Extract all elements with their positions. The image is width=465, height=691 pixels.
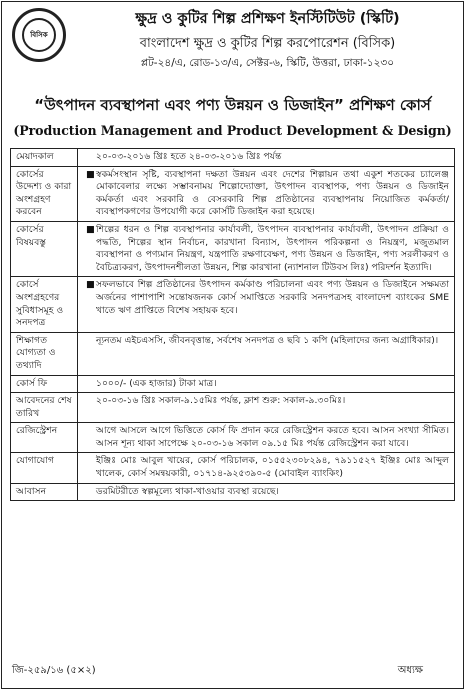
bullet-square-icon — [86, 455, 96, 480]
bullet-square-icon: ■ — [86, 168, 95, 180]
row-label: কোর্স ফি — [11, 375, 78, 393]
row-label: রেজিস্ট্রেশন — [11, 423, 78, 453]
row-value: আগে আসলে আগে ভিত্তিতে কোর্স ফি প্রদান করে রেজিস্ট্রেশন করতে হবে। আসন সংখ্যা সীমিত। আসন শূন্য থাকা সাপেক্ষে ২০-০৩-১৬ সকাল ০৯.১৫ মিঃ পর্যন্ত রেজিস্ট্রেশন করা যাবে। — [96, 425, 449, 449]
course-info-table — [10, 148, 455, 501]
info-row — [11, 277, 455, 332]
bullet-square-icon — [86, 486, 96, 499]
course-title-bangla: “উৎপাদন ব্যবস্থাপনা এবং পণ্য উন্নয়ন ও ডিজাইন” প্রশিক্ষণ কোর্স — [34, 96, 431, 114]
info-row — [11, 149, 455, 167]
header — [2, 2, 463, 90]
bullet-square-icon — [86, 335, 96, 348]
info-row — [11, 393, 455, 423]
row-value: স্বকর্মসংস্থান সৃষ্টি, ব্যবস্থাপনা দক্ষতা উন্নয়ন এবং দেশের শিল্পায়ন তথা একুশ শতকের চ্যালেঞ্জ মোকাবেলার লক্ষ্যে সম্ভাবনাময় শিল্পোদ্যোক্তা, উৎপাদন ব্যবস্থাপক, পণ্য উন্নয়ন ও ডিজাইন কর্মকর্তা এবং সরকারি ও বেসরকারি শিল্প প্রতিষ্ঠানের ব্যবস্থাপনায় নিয়োজিত কর্মকর্তা/ব্যবস্থাপকগণের উপযোগী করে কোর্সটি ডিজাইন করা হয়েছে। — [96, 168, 449, 218]
reference-number: জি-২৫৯/১৬ (৫×২) — [12, 665, 96, 676]
bullet-square-icon — [86, 395, 96, 408]
info-row — [11, 423, 455, 453]
info-row — [11, 453, 455, 483]
bullet-square-icon — [86, 425, 96, 450]
logo-emblem — [22, 18, 56, 52]
row-label: কোর্সের বিষয়বস্তু — [11, 221, 78, 276]
row-value-cell — [78, 277, 455, 332]
row-label: মেয়াদকাল — [11, 149, 78, 167]
row-value-cell — [78, 166, 455, 221]
row-value-cell — [78, 393, 455, 423]
signatory: অধ্যক্ষ — [397, 665, 423, 676]
info-row — [11, 483, 455, 501]
bullet-square-icon — [86, 378, 96, 391]
bullet-square-icon — [86, 151, 96, 164]
row-value: ন্যূনতম এইচএসসি, জীবনবৃত্তান্ত, সর্বশেষ সনদপত্র ও ছবি ১ কপি (মহিলাদের জন্য অগ্রাধিকার)। — [96, 334, 439, 346]
footer — [12, 663, 423, 680]
bullet-square-icon: ■ — [86, 279, 95, 291]
row-label: কোর্সের উদ্দেশ্য ও কারা অংশগ্রহণ করবেন — [11, 166, 78, 221]
info-row — [11, 221, 455, 276]
row-value: ২০-০৩-২০১৬ খ্রিঃ হতে ২৪-০৩-২০১৬ খ্রিঃ পর্যন্ত — [96, 151, 282, 162]
row-value: ১০০০/- (এক হাজার) টাকা মাত্র। — [96, 377, 217, 389]
row-value-cell — [78, 483, 455, 501]
logo-text: বিসিক — [30, 31, 48, 39]
organization-logo — [12, 8, 66, 62]
row-label: শিক্ষাগত যোগ্যতা ও তথ্যাদি — [11, 332, 78, 375]
info-row — [11, 375, 455, 393]
row-value: ২০-০৩-১৬ খ্রিঃ সকাল-৯.১৫মিঃ পর্যন্ত, ক্লাশ শুরু: সকাল-৯.৩০মিঃ। — [96, 395, 346, 407]
row-value: সফলভাবে শিল্প প্রতিষ্ঠানের উৎপাদন কর্মকাণ্ড পরিচালনা এবং পণ্য উন্নয়ন ও ডিজাইনে সক্ষমতা অর্জনের পাশাপাশি সন্তোষজনক কোর্স সমাপ্তিতে সরকারি সনদপত্রসহ বাংলাদেশ ব্যাংকের SME খাতে ঋণ প্রাপ্তিতে বিশেষ সহায়ক হবে। — [96, 279, 449, 316]
row-value-cell — [78, 221, 455, 276]
info-row — [11, 332, 455, 375]
advertisement-page — [1, 1, 464, 689]
row-value: ডরমিটরীতে স্বল্পমূল্যে থাকা-খাওয়ার ব্যবস্থা রয়েছে। — [96, 485, 279, 497]
row-value-cell — [78, 423, 455, 453]
row-label: কোর্সে অংশগ্রহণের সুবিধাসমূহ ও সনদপত্র — [11, 277, 78, 332]
org-address: প্লট-২৪/এ, রোড-১৩/এ, সেক্টর-৬, স্কিটি, উত্তরা, ঢাকা-১২৩০ — [140, 57, 395, 69]
row-value-cell — [78, 375, 455, 393]
bullet-square-icon: ■ — [86, 223, 95, 235]
row-label: আবাসন — [11, 483, 78, 501]
info-row — [11, 166, 455, 221]
row-value: শিল্পের ধরন ও শিল্প ব্যবস্থাপনার কার্যাবলী, উৎপাদন ব্যবস্থাপনার কার্যাবলী, উৎপাদন প্রক্রিয়া ও পদ্ধতি, শিল্পের স্থান নির্বাচন, কারখানা বিন্যাস, উৎপাদন পরিকল্পনা ও নিয়ন্ত্রণ, মজুতমাল ব্যবস্থাপনা ও পণ্যমান নিয়ন্ত্রণ, যন্ত্রপাতি রক্ষণাবেক্ষণ, পণ্য উন্নয়ন ও ডিজাইন, পণ্য সরলীকরণ ও বৈচিত্র্যকরণ, উৎপাদনশীলতা উন্নয়ন, শিল্প কারখানা (ন্যাশনাল টিউবস লিঃ) পরিদর্শন ইত্যাদি। — [96, 223, 449, 273]
row-label: আবেদনের শেষ তারিখ — [11, 393, 78, 423]
row-value-cell — [78, 453, 455, 483]
course-title-english: (Production Management and Product Development & Design) — [13, 123, 452, 138]
row-value-cell — [78, 149, 455, 167]
row-value-cell — [78, 332, 455, 375]
parent-org: বাংলাদেশ ক্ষুদ্র ও কুটির শিল্প করপোরেশন (বিসিক) — [139, 36, 396, 51]
row-label: যোগাযোগ — [11, 453, 78, 483]
org-name: ক্ষুদ্র ও কুটির শিল্প প্রশিক্ষণ ইনস্টিটিউট (স্কিটি) — [135, 11, 400, 27]
row-value: ইঞ্জিঃ মোঃ আবুল খায়ের, কোর্স পরিচালক, ০১৫৫২৩০৮২৯৪, ৭৯১১৫২৭ ইঞ্জিঃ মোঃ আব্দুল খালেক, কোর্স সমন্বয়কারী, ০১৭১৪-৯২৫৩৯০-৫ (মোবাইল ব্যাংকিং) — [96, 455, 449, 480]
